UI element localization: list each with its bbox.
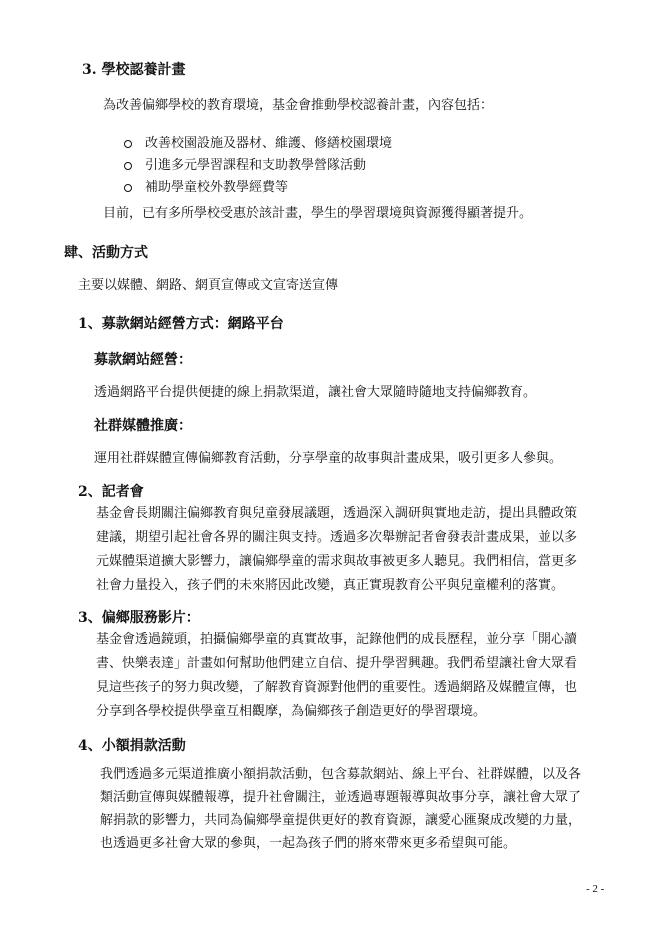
bullet-item: 補助學童校外教學經費等 xyxy=(145,180,289,195)
item-4-title: 4、小額捐款活動 xyxy=(78,738,186,754)
bullet-item: 改善校園設施及器材、維護、修繕校園環境 xyxy=(145,136,393,151)
section-4-intro: 主要以媒體、網路、網頁宣傳或文宣寄送宣傳 xyxy=(78,278,339,293)
paragraph-line: 見這些孩子的努力與改變，了解教育資源對他們的重要性。透過網路及媒體宣傳，也 xyxy=(96,680,578,695)
item-1-title: 1、募款網站經營方式：網路平台 xyxy=(78,316,284,332)
paragraph-line: 社會力量投入，孩子們的未來將因此改變，真正實現教育公平與兒童權利的落實。 xyxy=(96,578,565,593)
paragraph-line: 分享到各學校提供學童互相觀摩，為偏鄉孩子創造更好的學習環境。 xyxy=(96,704,487,719)
section-4-heading: 肆、活動方式 xyxy=(64,245,148,261)
item-1-subtitle-website: 募款網站經營： xyxy=(94,352,192,368)
section-3-summary: 目前，已有多所學校受惠於該計畫，學生的學習環境與資源獲得顯著提升。 xyxy=(103,206,533,221)
paragraph-line: 我們透過多元渠道推廣小額捐款活動，包含募款網站、線上平台、社群媒體，以及各 xyxy=(100,767,582,782)
item-1-website-text: 透過網路平台提供便捷的線上捐款渠道，讓社會大眾隨時隨地支持偏鄉教育。 xyxy=(94,385,537,400)
item-1-social-text: 運用社群媒體宣傳偏鄉教育活動，分享學童的故事與計畫成果，吸引更多人參與。 xyxy=(94,451,563,466)
paragraph-line: 元媒體渠道擴大影響力，讓偏鄉學童的需求與故事被更多人聽見。我們相信，當更多 xyxy=(96,554,578,569)
bullet-item: 引進多元學習課程和支助教學營隊活動 xyxy=(145,158,367,173)
item-3-title: 3、偏鄉服務影片： xyxy=(78,610,200,626)
section-3-title: 3. 學校認養計畫 xyxy=(82,62,186,78)
paragraph-line: 建議，期望引起社會各界的關注與支持。透過多次舉辦記者會發表計畫成果，並以多 xyxy=(96,530,578,545)
bullet-circle-icon xyxy=(124,184,132,192)
paragraph-line: 基金會長期關注偏鄉教育與兒童發展議題，透過深入調研與實地走訪，提出具體政策 xyxy=(96,506,578,521)
paragraph-line: 書、快樂表達」計畫如何幫助他們建立自信、提升學習興趣。我們希望讓社會大眾看 xyxy=(96,656,578,671)
paragraph-line: 基金會透過鏡頭，拍攝偏鄉學童的真實故事，記錄他們的成長歷程，並分享「開心讀 xyxy=(96,632,578,647)
page-number: - 2 - xyxy=(586,883,605,895)
paragraph-line: 解捐款的影響力，共同為偏鄉學童提供更好的教育資源，讓愛心匯聚成改變的力量， xyxy=(100,813,582,828)
paragraph-line: 也透過更多社會大眾的參與，一起為孩子們的將來帶來更多希望與可能。 xyxy=(100,836,517,851)
paragraph-line: 類活動宣傳與媒體報導，提升社會關注，並透過專題報導與故事分享，讓社會大眾了 xyxy=(100,790,582,805)
bullet-circle-icon xyxy=(124,162,132,170)
item-1-subtitle-social: 社群媒體推廣： xyxy=(94,418,192,434)
bullet-circle-icon xyxy=(124,140,132,148)
section-3-intro: 為改善偏鄉學校的教育環境，基金會推動學校認養計畫，內容包括： xyxy=(103,98,494,113)
item-2-title: 2、記者會 xyxy=(78,484,144,500)
